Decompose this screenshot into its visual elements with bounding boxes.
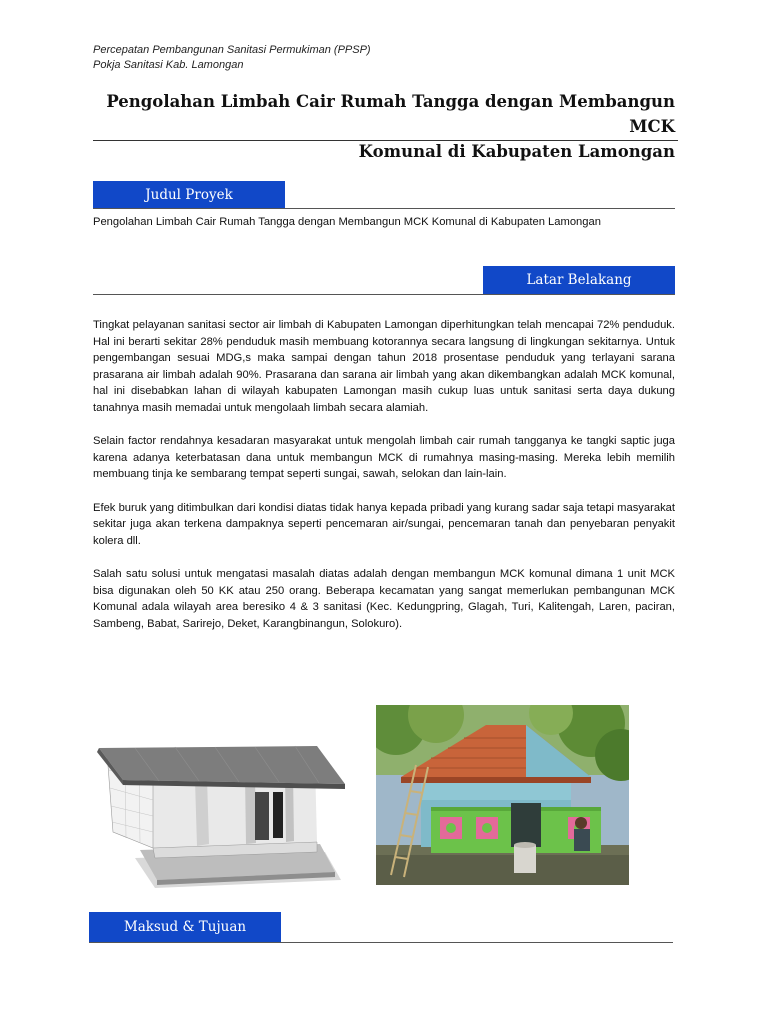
- section-latar-belakang-header: Latar Belakang: [483, 266, 675, 294]
- header-org: Pokja Sanitasi Kab. Lamongan: [93, 59, 244, 71]
- maksud-divider: [89, 942, 673, 943]
- page-title-line1: Pengolahan Limbah Cair Rumah Tangga dengan Membangun MCK: [106, 92, 675, 136]
- mck-design-illustration: [95, 740, 350, 890]
- judul-proyek-text: Pengolahan Limbah Cair Rumah Tangga dengan Membangun MCK Komunal di Kabupaten Lamongan: [93, 216, 601, 228]
- latar-paragraph-2: Selain factor rendahnya kesadaran masyarakat untuk mengolah limbah cair rumah tangganya ke tangki saptic juga karena adanya keterbatasan dana untuk membangun MCK di rumahnya masing-masing. Mereka lebih memilih membuang tinja ke sembarang tempat seperti sungai, sawah, selokan dan lain-lain.: [93, 435, 675, 480]
- title-divider: [93, 140, 678, 141]
- judul-divider: [93, 208, 675, 209]
- mck-building-photo: [376, 705, 629, 885]
- latar-paragraph-3: Efek buruk yang ditimbulkan dari kondisi diatas tidak hanya kepada pribadi yang kurang sadar saja tetapi masyarakat sekitar juga akan terkena dampaknya seperti pencemaran air/sungai, pencemaran tanah dan penyebaran penyakit kolera dll.: [93, 501, 675, 547]
- section-maksud-tujuan-header: Maksud & Tujuan: [89, 912, 281, 942]
- header-program: Percepatan Pembangunan Sanitasi Permukiman (PPSP): [93, 44, 371, 56]
- section-judul-proyek-header: Judul Proyek: [93, 181, 285, 209]
- page-title: [75, 89, 675, 164]
- latar-divider: [93, 294, 675, 295]
- page-title-line2: Komunal di Kabupaten Lamongan: [358, 142, 675, 161]
- latar-paragraph-4: Salah satu solusi untuk mengatasi masalah diatas adalah dengan membangun MCK komunal dimana 1 unit MCK bisa digunakan oleh 50 KK atau 250 orang. Beberapa kecamatan yang sangat memerlukan pembangunan MCK Komunal adala wilayah area beresiko 4 & 3 sanitasi (Kec. Kedungpring, Glagah, Turi, Kalitengah, Laren, paciran, Sambeng, Babat, Sarirejo, Deket, Karangbinangun, Solokuro).: [93, 568, 675, 630]
- latar-paragraph-1: Tingkat pelayanan sanitasi sector air limbah di Kabupaten Lamongan diperhitungkan telah mencapai 72% penduduk. Hal ini berarti sekitar 28% penduduk masih membuang kotorannya secara langsung di lingkungan sekitarnya. Untuk pengembangan sesuai MDG,s maka sampai dengan tahun 2018 prosentase penduduk yang terlayani sarana prasarana air limbah adalah 90%. Prasarana dan sarana air limbah yang akan dikembangkan adalah MCK komunal, hal ini disebabkan lahan di wilayah kabupaten Lamongan masih cukup luas untuk sanitasi serta daya dukung tanahnya masih memadai untuk mengolaah limbah secara alamiah.: [93, 319, 675, 414]
- latar-belakang-body: [93, 317, 675, 649]
